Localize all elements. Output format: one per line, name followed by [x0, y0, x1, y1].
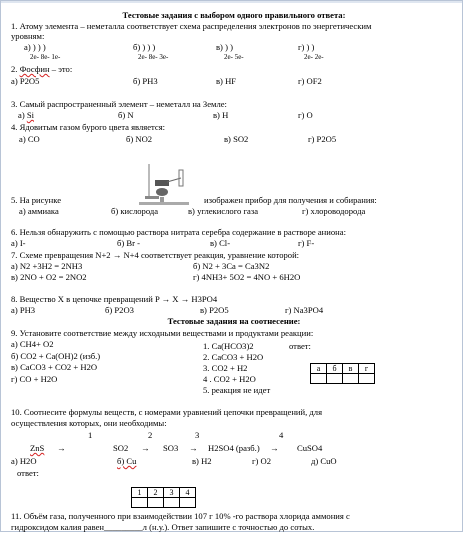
lab-apparatus-illustration [127, 164, 197, 206]
q2-option-a: а) P2O5 [11, 76, 40, 86]
q10-option-b-term: б) Cu [117, 456, 137, 466]
q9-answer-cell[interactable] [343, 374, 359, 384]
q3-option-g: г) O [298, 110, 313, 120]
q10-arrow-4: → [270, 443, 279, 453]
q5-text-right: изображен прибор для получения и собирания: [204, 195, 377, 205]
q11-text-line2: гидроксидом калия равен_________л (н.у.). Ответ запишите с точностью до сотых. [11, 522, 315, 532]
q10-chain-h2so4: H2SO4 (разб.) [208, 443, 260, 453]
q6-option-g: г) F- [298, 238, 315, 248]
q2-text [11, 64, 72, 75]
q9-right-2: 2. CaCO3 + H2O [203, 352, 264, 362]
q10-option-b [117, 456, 136, 467]
q10-answer-cell[interactable] [164, 498, 180, 508]
q5-option-a: а) аммиака [19, 206, 59, 216]
q1-option-a-electrons: 2е- 8е- 1е- [30, 53, 61, 61]
q5-option-g: г) хлороводорода [302, 206, 366, 216]
q3-option-a [18, 110, 34, 121]
q4-option-g: г) P2O5 [308, 134, 337, 144]
q2-suffix: – это: [49, 64, 73, 74]
q10-arrow-1: → [57, 443, 66, 453]
q1-option-a-shells: а) ) ) ) [24, 42, 46, 52]
q7-option-v: в) 2NO + O2 = 2NO2 [11, 272, 87, 282]
q5-option-v: в) углекислого газа [188, 206, 259, 216]
q1-option-b-shells: б) ) ) ) [133, 42, 156, 52]
q5-option-b: б) кислорода [111, 206, 159, 216]
q10-chain-zns [30, 443, 44, 454]
q10-step-number-3: 3 [195, 430, 200, 440]
q6-option-a: а) I- [11, 238, 26, 248]
page-title: Тестовые задания с выбором одного правильного ответа: [122, 10, 346, 20]
q10-answer-header: 1 [132, 488, 148, 498]
q9-answer-header: г [359, 364, 375, 374]
q1-text-line2: уровням: [11, 31, 45, 41]
q10-answer-label: ответ: [17, 468, 39, 478]
q10-option-a: а) H2O [11, 456, 37, 466]
q9-right-1: 1. Ca(HCO3)2 [203, 341, 254, 351]
q9-answer-header: а [311, 364, 327, 374]
q2-prefix: 2. [11, 64, 20, 74]
q9-left-v: в) CaCO3 + CO2 + H2O [11, 362, 98, 372]
q3-option-v: в) H [213, 110, 229, 120]
q8-option-g: г) Na3PO4 [285, 305, 324, 315]
q3-option-a-prefix: а) [18, 110, 27, 120]
q10-option-g: г) O2 [252, 456, 272, 466]
q8-text: 8. Вещество Х в цепочке превращений P → X → H3PO4 [11, 294, 218, 304]
q10-text-line2: осуществления которых, они необходимы: [11, 418, 167, 428]
q5-text-left: 5. На рисунке [11, 195, 62, 205]
q9-answer-header: в [343, 364, 359, 374]
q2-option-v: в) HF [216, 76, 237, 86]
q10-step-number-2: 2 [148, 430, 153, 440]
q1-option-g-electrons: 2е- 2е- [304, 53, 324, 61]
q6-option-v: в) Cl- [210, 238, 231, 248]
q6-text: 6. Нельзя обнаружить с помощью раствора нитрата серебра содержание в растворе аниона: [11, 227, 346, 237]
q10-chain-zns-term: ZnS [30, 443, 45, 453]
q3-option-a-term: Si [26, 110, 34, 120]
q2-term: Фосфин [19, 64, 50, 74]
q10-arrow-3: → [189, 443, 198, 453]
q10-answer-cell[interactable] [148, 498, 164, 508]
q9-right-5: 5. реакция не идет [203, 385, 271, 395]
q9-answer-cell[interactable] [311, 374, 327, 384]
q9-right-4: 4 . CO2 + H2O [203, 374, 256, 384]
q3-text: 3. Самый распространенный элемент – неметалл на Земле: [11, 99, 227, 109]
q9-answer-label: ответ: [289, 341, 311, 351]
q9-left-b: б) CO2 + Ca(OH)2 (изб.) [11, 351, 101, 361]
q10-arrow-2: → [141, 443, 150, 453]
q10-answer-table [131, 487, 196, 508]
q9-answer-cell[interactable] [327, 374, 343, 384]
section-subtitle: Тестовые задания на соотнесение: [167, 316, 301, 326]
q10-step-number-1: 1 [88, 430, 93, 440]
q8-option-v: в) P2O5 [200, 305, 229, 315]
q7-option-b: б) N2 + 3Ca = Ca3N2 [193, 261, 270, 271]
q4-option-b: б) NO2 [126, 134, 153, 144]
q2-option-g: г) OF2 [298, 76, 322, 86]
q9-left-g: г) CO + H2O [11, 374, 58, 384]
q10-answer-header: 4 [180, 488, 196, 498]
q9-answer-table [310, 363, 375, 384]
q1-option-v-shells: в) ) ) [216, 42, 233, 52]
q1-option-g-shells: г) ) ) [298, 42, 315, 52]
q6-option-b: б) Br - [117, 238, 140, 248]
q4-option-v: в) SO2 [224, 134, 249, 144]
q4-text: 4. Ядовитым газом бурого цвета является: [11, 122, 166, 132]
q1-option-b-electrons: 2е- 8е- 3е- [138, 53, 169, 61]
q10-step-number-4: 4 [279, 430, 284, 440]
q10-answer-cell[interactable] [180, 498, 196, 508]
q9-answer-cell[interactable] [359, 374, 375, 384]
q10-option-d: д) CuO [311, 456, 337, 466]
q10-answer-header: 3 [164, 488, 180, 498]
q9-text: 9. Установите соответствие между исходными веществами и продуктами реакции: [11, 328, 314, 338]
q10-chain-so2: SO2 [113, 443, 129, 453]
q9-right-3: 3. CO2 + H2 [203, 363, 248, 373]
q10-text-line1: 10. Соотнесите формулы веществ, с номерами уравнений цепочки превращений, для [11, 407, 323, 417]
q8-option-a: а) PH3 [11, 305, 36, 315]
q11-text-line1: 11. Объём газа, полученного при взаимодействии 107 г 10% -го раствора хлорида аммония с [11, 511, 350, 521]
q10-chain-cuso4: CuSO4 [297, 443, 323, 453]
q7-text: 7. Схеме превращения N+2 → N+4 соответствует реакция, уравнение которой: [11, 250, 300, 260]
q9-answer-header: б [327, 364, 343, 374]
q9-left-a: а) CH4+ O2 [11, 339, 54, 349]
q10-option-v: в) H2 [192, 456, 212, 466]
q1-option-v-electrons: 2е- 5е- [224, 53, 244, 61]
q3-option-b: б) N [118, 110, 134, 120]
q4-option-a: а) CO [19, 134, 40, 144]
q10-answer-cell[interactable] [132, 498, 148, 508]
q8-option-b: б) P2O3 [105, 305, 134, 315]
q1-text-line1: 1. Атому элемента – неметалла соответствует схема распределения электронов по энергетическим [11, 21, 372, 31]
q2-option-b: б) PH3 [133, 76, 158, 86]
q7-option-a: а) N2 +3H2 = 2NH3 [11, 261, 83, 271]
q7-option-g: г) 4NH3+ 5O2 = 4NO + 6H2O [193, 272, 301, 282]
q10-answer-header: 2 [148, 488, 164, 498]
q10-chain-so3: SO3 [163, 443, 179, 453]
